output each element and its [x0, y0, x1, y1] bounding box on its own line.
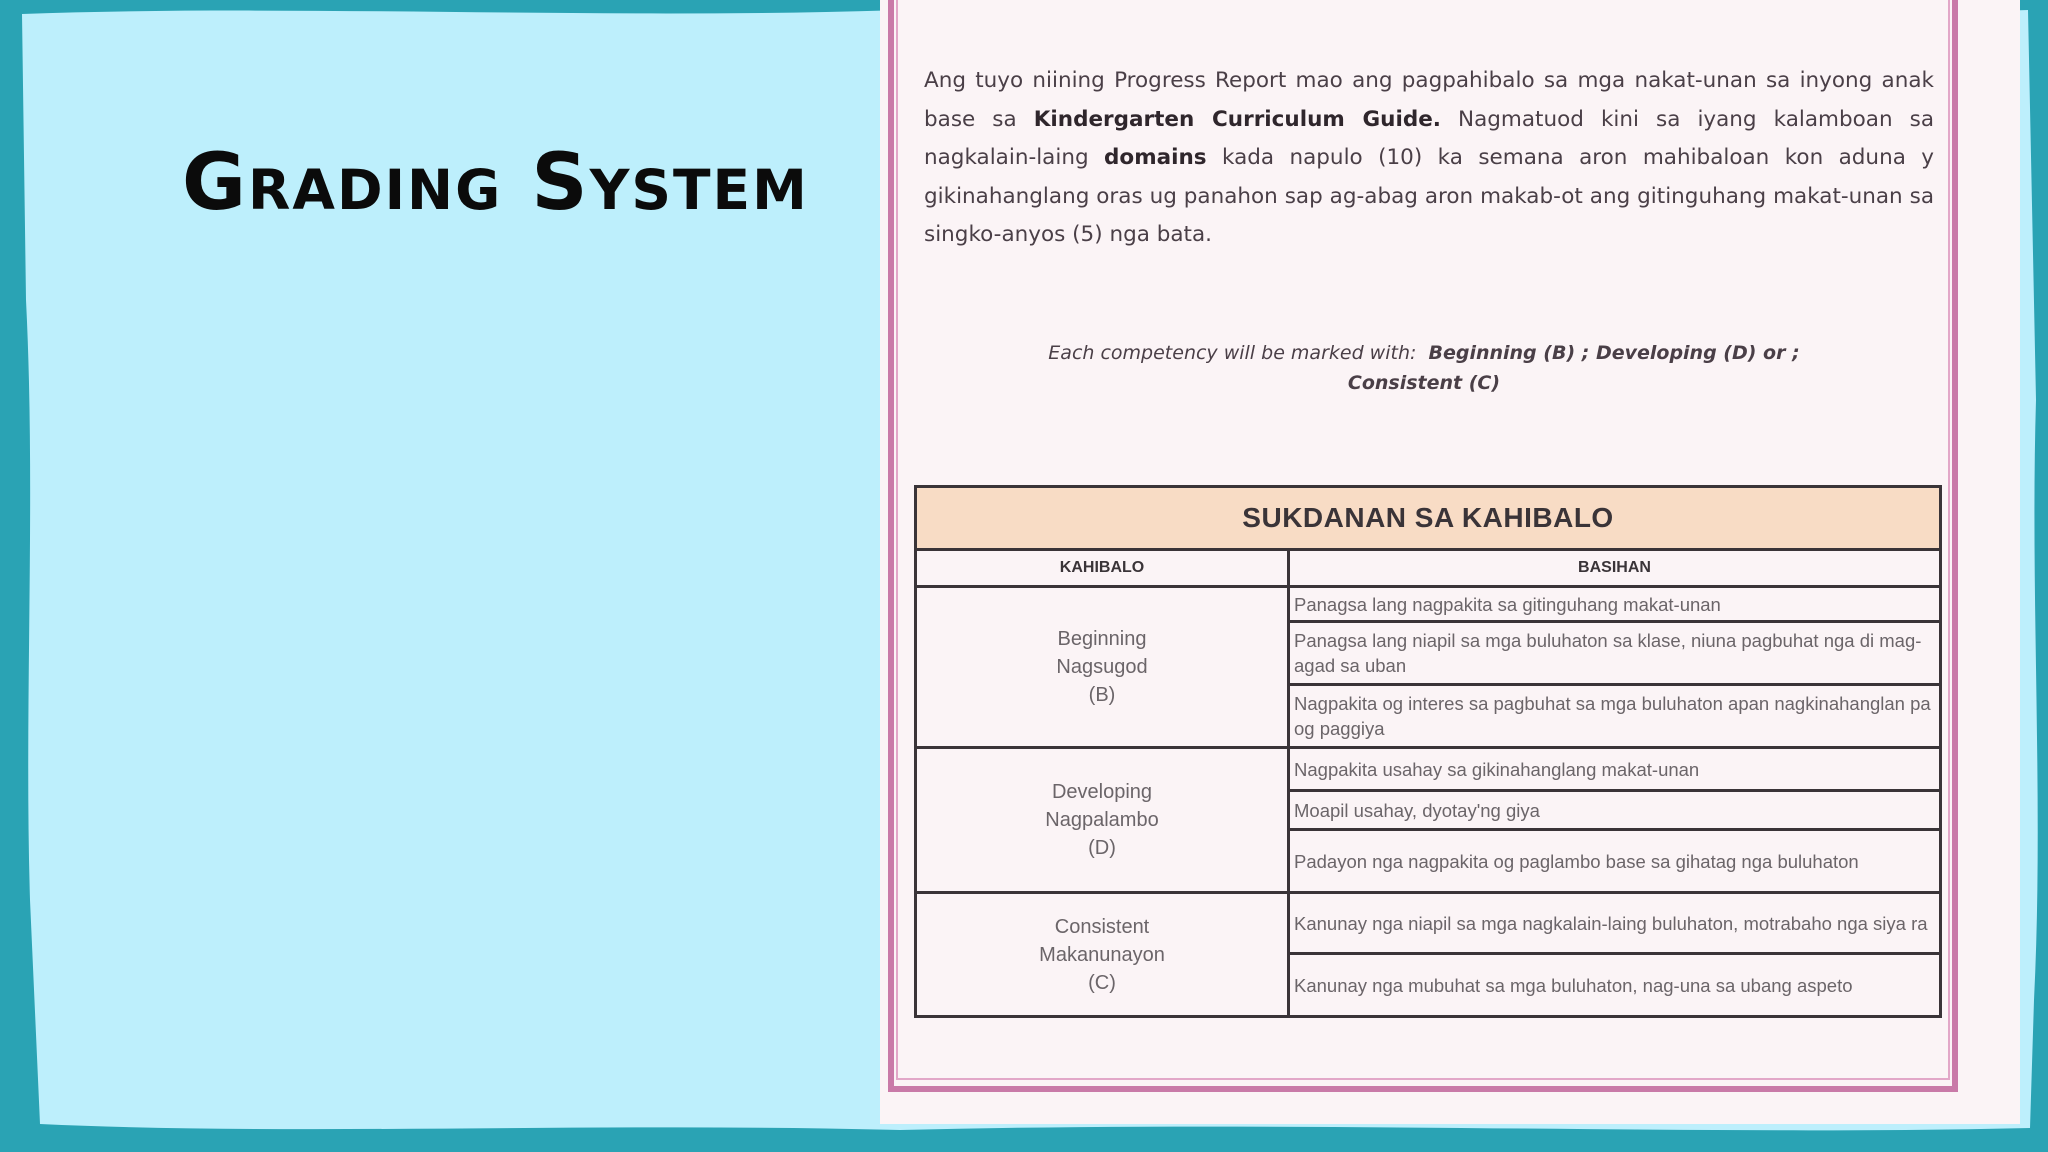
level-code: (B)	[1088, 684, 1116, 706]
slide-title: Grading System	[182, 138, 809, 228]
marking-levels: Beginning (B) ; Developing (D) or ;	[1428, 342, 1800, 364]
domains-term: domains	[1104, 145, 1207, 170]
report-paragraph	[924, 62, 1934, 255]
criterion-cell: Nagpakita og interes sa pagbuhat sa mga buluhaton apan nagkinahanglan pa og paggiya	[1289, 685, 1941, 748]
criterion-cell: Moapil usahay, dyotay'ng giya	[1289, 791, 1941, 830]
level-label: Beginning	[1057, 628, 1147, 650]
level-developing	[916, 748, 1289, 893]
marking-legend	[924, 338, 1924, 398]
level-label: Makanunayon	[1039, 943, 1165, 966]
criterion-cell: Nagpakita usahay sa gikinahanglang makat-unan	[1289, 748, 1941, 791]
column-header-kahibalo: KAHIBALO	[916, 550, 1289, 587]
criterion-cell: Padayon nga nagpakita og paglambo base sa gihatag nga buluhaton	[1289, 830, 1941, 893]
level-label: Nagsugod	[1056, 656, 1148, 678]
level-beginning	[916, 587, 1289, 748]
curriculum-guide-name: Kindergarten Curriculum Guide.	[1033, 106, 1441, 132]
table-title: SUKDANAN SA KAHIBALO	[916, 487, 1941, 550]
level-code: (D)	[1088, 837, 1116, 859]
level-code: (C)	[1088, 971, 1116, 994]
level-label: Consistent	[1054, 915, 1150, 938]
table-row	[916, 893, 1941, 954]
column-header-basihan: BASIHAN	[1289, 550, 1941, 587]
criterion-cell: Kanunay nga niapil sa mga nagkalain-laing buluhaton, motrabaho nga siya ra	[1289, 893, 1941, 954]
level-label: Nagpalambo	[1045, 809, 1159, 831]
criterion-cell: Kanunay nga mubuhat sa mga buluhaton, nag-una sa ubang aspeto	[1289, 954, 1941, 1017]
criterion-cell: Panagsa lang nagpakita sa gitinguhang makat-unan	[1289, 587, 1941, 622]
level-consistent	[916, 893, 1289, 1017]
marking-last: Consistent (C)	[1347, 372, 1501, 394]
table-row	[916, 587, 1941, 622]
assessment-scale-table	[914, 485, 1942, 1018]
criterion-cell: Panagsa lang niapil sa mga buluhaton sa klase, niuna pagbuhat nga di mag-agad sa uban	[1289, 622, 1941, 685]
paragraph-text: Ang tuyo niining Progress Report mao ang pagpahibalo sa mga nakat-unan sa inyong anak base sa	[924, 68, 1934, 132]
level-label: Developing	[1051, 781, 1153, 803]
marking-prefix: Each competency will be marked with:	[1048, 342, 1417, 364]
paragraph-text: kada napulo (10) ka semana aron mahibaloan kon aduna y gikinahanglang oras ug panahon sap ag-abag aron makab-ot ang gitinguhang makat-unan sa singko-anyos (5) nga bata.	[924, 145, 1935, 247]
table-row	[916, 748, 1941, 791]
paragraph-text: Nagmatuod kini sa iyang kalamboan sa nagkalain-laing	[924, 106, 1934, 170]
